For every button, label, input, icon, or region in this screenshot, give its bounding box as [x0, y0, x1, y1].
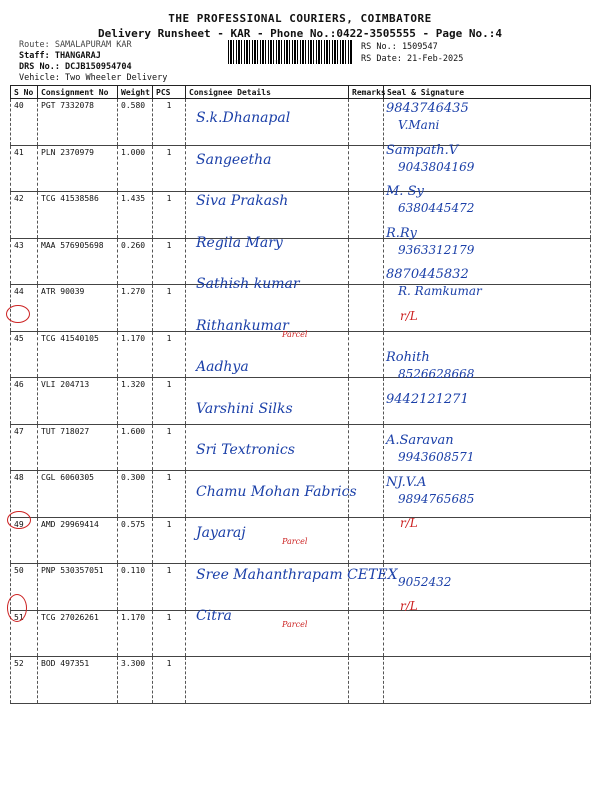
- weight-value: 0.575: [118, 517, 153, 564]
- handwritten-signature: NJ.V.A: [386, 474, 427, 490]
- serial-number: 45: [11, 331, 38, 378]
- col-consignee: Consignee Details: [186, 86, 349, 99]
- table-header-row: [11, 86, 591, 99]
- pcs-count: 1: [153, 424, 186, 471]
- consignment-number: BOD 497351: [38, 657, 118, 704]
- handwritten-phone: 9363312179: [398, 242, 475, 257]
- table-row: [11, 145, 591, 192]
- table-row: [11, 99, 591, 146]
- handwritten-signature: 8870445832: [386, 267, 469, 282]
- handwritten-consignee: Sri Textronics: [196, 442, 295, 458]
- rs-number: RS No.: 1509547: [361, 42, 438, 52]
- handwritten-consignee: Sathish kumar: [196, 276, 300, 292]
- weight-value: 1.170: [118, 331, 153, 378]
- handwritten-signature: R.Ry: [386, 225, 417, 241]
- col-remarks: Remarks: [349, 86, 384, 99]
- handwritten-consignee: Siva Prakash: [196, 193, 289, 209]
- weight-value: 1.320: [118, 378, 153, 425]
- handwritten-phone: 9052432: [398, 574, 452, 589]
- table-row: [11, 610, 591, 657]
- col-consignment: Consignment No: [38, 86, 118, 99]
- table-row: [11, 378, 591, 425]
- handwritten-consignee: Regila Mary: [196, 234, 283, 251]
- consignment-number: TUT 718027: [38, 424, 118, 471]
- consignment-number: TCG 27026261: [38, 610, 118, 657]
- weight-value: 1.270: [118, 285, 153, 332]
- consignment-number: TCG 41540105: [38, 331, 118, 378]
- handwritten-consignee: Chamu Mohan Fabrics: [196, 483, 357, 500]
- weight-value: 0.580: [118, 99, 153, 146]
- remarks-cell: [349, 285, 384, 332]
- remarks-cell: [349, 610, 384, 657]
- handwritten-signature: Sampath.V: [386, 142, 459, 158]
- pcs-count: 1: [153, 192, 186, 239]
- table-row: [11, 285, 591, 332]
- consignment-number: TCG 41538586: [38, 192, 118, 239]
- handwritten-consignee: Citra: [196, 608, 232, 624]
- handwritten-phone: 9894765685: [398, 491, 475, 506]
- serial-number: 40: [11, 99, 38, 146]
- weight-value: 0.300: [118, 471, 153, 518]
- runsheet-table: [10, 85, 591, 704]
- handwritten-consignee: Aadhya: [196, 359, 249, 375]
- red-circle-mark: [7, 511, 31, 529]
- col-sno: S No: [11, 86, 38, 99]
- handwritten-phone: 6380445472: [398, 201, 475, 215]
- pcs-count: 1: [153, 564, 186, 611]
- handwritten-signature: r/L: [400, 516, 418, 530]
- pcs-count: 1: [153, 471, 186, 518]
- remarks-cell: [349, 378, 384, 425]
- consignee-cell: [186, 657, 349, 704]
- serial-number: 42: [11, 192, 38, 239]
- col-pcs: PCS: [153, 86, 186, 99]
- serial-number: 47: [11, 424, 38, 471]
- pcs-count: 1: [153, 99, 186, 146]
- weight-value: 1.000: [118, 145, 153, 192]
- table-row: [11, 238, 591, 285]
- barcode-icon: [228, 40, 352, 64]
- table-row: [11, 192, 591, 239]
- red-circle-mark: [6, 305, 30, 323]
- handwritten-consignee: Varshini Silks: [196, 400, 293, 417]
- remarks-cell: [349, 517, 384, 564]
- col-weight: Weight: [118, 86, 153, 99]
- consignment-number: PNP 530357051: [38, 564, 118, 611]
- handwritten-note: Parcel: [282, 537, 308, 546]
- consignment-number: PLN 2370979: [38, 145, 118, 192]
- serial-number: 51: [11, 610, 38, 657]
- weight-value: 0.110: [118, 564, 153, 611]
- signature-cell: [384, 657, 591, 704]
- serial-number: 41: [11, 145, 38, 192]
- remarks-cell: [349, 99, 384, 146]
- vehicle-label: Vehicle: Two Wheeler Delivery: [19, 73, 168, 83]
- weight-value: 1.170: [118, 610, 153, 657]
- staff-label: Staff: THANGARAJ: [19, 51, 101, 61]
- pcs-count: 1: [153, 517, 186, 564]
- serial-number: 49: [11, 517, 38, 564]
- serial-number: 46: [11, 378, 38, 425]
- signature-cell: [384, 610, 591, 657]
- handwritten-signature: M. Sy: [386, 184, 424, 199]
- handwritten-consignee: Sangeetha: [196, 151, 272, 168]
- route-label: Route: SAMALAPURAM KAR: [19, 40, 132, 50]
- serial-number: 48: [11, 471, 38, 518]
- pcs-count: 1: [153, 145, 186, 192]
- pcs-count: 1: [153, 610, 186, 657]
- serial-number: 44: [11, 285, 38, 332]
- table-row: [11, 657, 591, 704]
- remarks-cell: [349, 331, 384, 378]
- col-signature: Seal & Signature: [384, 86, 591, 99]
- remarks-cell: [349, 424, 384, 471]
- red-circle-mark: [7, 594, 27, 622]
- consignment-number: CGL 6060305: [38, 471, 118, 518]
- consignment-number: PGT 7332078: [38, 99, 118, 146]
- remarks-cell: [349, 657, 384, 704]
- serial-number: 50: [11, 564, 38, 611]
- handwritten-phone: V.Mani: [398, 118, 440, 132]
- handwritten-phone: R. Ramkumar: [398, 284, 482, 298]
- pcs-count: 1: [153, 331, 186, 378]
- runsheet-title: Delivery Runsheet - KAR - Phone No.:0422-3505555 - Page No.:4: [98, 27, 502, 40]
- handwritten-signature: r/L: [400, 308, 418, 323]
- weight-value: 1.435: [118, 192, 153, 239]
- weight-value: 1.600: [118, 424, 153, 471]
- handwritten-note: Parcel: [282, 329, 308, 339]
- handwritten-consignee: Sree Mahanthrapam CETEX: [196, 566, 398, 583]
- handwritten-signature: 9843746435: [386, 101, 469, 116]
- handwritten-note: Parcel: [282, 620, 308, 629]
- company-title: THE PROFESSIONAL COURIERS, COIMBATORE: [168, 12, 432, 25]
- consignment-number: MAA 576905698: [38, 238, 118, 285]
- pcs-count: 1: [153, 238, 186, 285]
- handwritten-consignee: S.k.Dhanapal: [196, 110, 291, 126]
- handwritten-signature: r/L: [400, 599, 418, 613]
- remarks-cell: [349, 238, 384, 285]
- handwritten-consignee: Jayaraj: [196, 525, 246, 541]
- serial-number: 52: [11, 657, 38, 704]
- pcs-count: 1: [153, 378, 186, 425]
- remarks-cell: [349, 192, 384, 239]
- drs-number: DRS No.: DCJB150954704: [19, 62, 132, 72]
- pcs-count: 1: [153, 285, 186, 332]
- consignment-number: AMD 29969414: [38, 517, 118, 564]
- consignment-number: ATR 90039: [38, 285, 118, 332]
- handwritten-signature: 9442121271: [386, 391, 469, 407]
- handwritten-signature: Rohith: [386, 350, 430, 365]
- weight-value: 3.300: [118, 657, 153, 704]
- serial-number: 43: [11, 238, 38, 285]
- handwritten-signature: A.Saravan: [386, 433, 454, 448]
- handwritten-consignee: Rithankumar: [196, 317, 289, 334]
- handwritten-phone: 8526628668: [398, 367, 475, 381]
- handwritten-phone: 9043804169: [398, 159, 475, 174]
- weight-value: 0.260: [118, 238, 153, 285]
- remarks-cell: [349, 145, 384, 192]
- consignment-number: VLI 204713: [38, 378, 118, 425]
- rs-date: RS Date: 21-Feb-2025: [361, 54, 464, 64]
- table-row: [11, 424, 591, 471]
- handwritten-phone: 9943608571: [398, 450, 475, 464]
- pcs-count: 1: [153, 657, 186, 704]
